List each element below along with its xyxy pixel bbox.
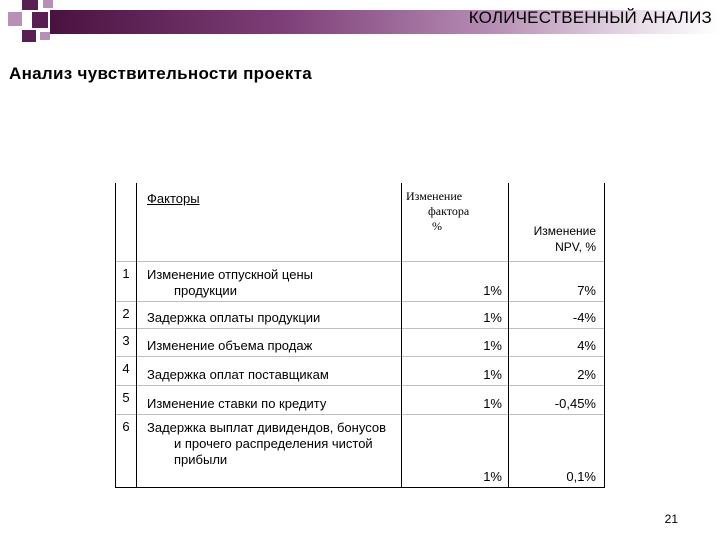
row-change: 1% — [402, 328, 509, 356]
decor-square — [40, 32, 50, 40]
row-factor — [137, 356, 402, 385]
row-npv: 7% — [509, 261, 605, 301]
header-change-line3: % — [432, 219, 442, 233]
row-factor — [137, 301, 402, 328]
row-npv: 2% — [509, 356, 605, 385]
table-row — [116, 414, 605, 487]
decor-square — [43, 0, 53, 8]
header-npv-line1: Изменение — [533, 224, 596, 238]
decor-square — [22, 0, 38, 10]
header-title: КОЛИЧЕСТВЕННЫЙ АНАЛИЗ — [468, 8, 712, 27]
row-factor — [137, 385, 402, 414]
row-change: 1% — [402, 301, 509, 328]
row-npv: 0,1% — [509, 414, 605, 487]
header-change-line2: фактора — [428, 204, 470, 218]
row-number: 3 — [116, 328, 137, 356]
header-factor — [137, 183, 402, 261]
header-factor-label: Факторы — [147, 191, 200, 206]
row-factor-text: Задержка оплаты продукции — [147, 309, 321, 325]
row-factor-text: Изменение ставки по кредиту — [147, 395, 327, 411]
row-number: 6 — [116, 414, 137, 487]
row-factor — [137, 261, 402, 301]
page-number: 21 — [664, 512, 678, 526]
decor-square — [32, 12, 48, 28]
header-change-line1: Изменение — [406, 189, 463, 203]
row-number: 5 — [116, 385, 137, 414]
row-change: 1% — [402, 414, 509, 487]
table-cell — [116, 183, 137, 261]
table-header-row — [116, 183, 605, 261]
row-change: 1% — [402, 385, 509, 414]
page-title: Анализ чувствительности проекта — [9, 64, 312, 83]
row-factor-text: Изменение объема продаж — [147, 337, 313, 353]
row-number: 2 — [116, 301, 137, 328]
row-npv: -4% — [509, 301, 605, 328]
table-row — [116, 261, 605, 301]
decor-square — [8, 12, 22, 26]
table-row — [116, 385, 605, 414]
table-row — [116, 328, 605, 356]
decor-square — [22, 30, 36, 42]
row-number: 1 — [116, 261, 137, 301]
row-factor — [137, 414, 402, 487]
row-number: 4 — [116, 356, 137, 385]
header-npv — [509, 183, 605, 261]
row-factor-text: Изменение отпускной цены продукции — [147, 266, 313, 298]
header-npv-line2: NPV, % — [555, 240, 596, 254]
row-change: 1% — [402, 261, 509, 301]
row-factor — [137, 328, 402, 356]
table-row — [116, 356, 605, 385]
table-row — [116, 301, 605, 328]
row-npv: 4% — [509, 328, 605, 356]
row-npv: -0,45% — [509, 385, 605, 414]
row-change: 1% — [402, 356, 509, 385]
sensitivity-table — [115, 183, 605, 488]
header-change — [402, 183, 509, 261]
row-factor-text: Задержка оплат поставщикам — [147, 366, 329, 382]
row-factor-text: Задержка выплат дивидендов, бонусов и прочего распределения чистой прибыли — [147, 419, 386, 467]
